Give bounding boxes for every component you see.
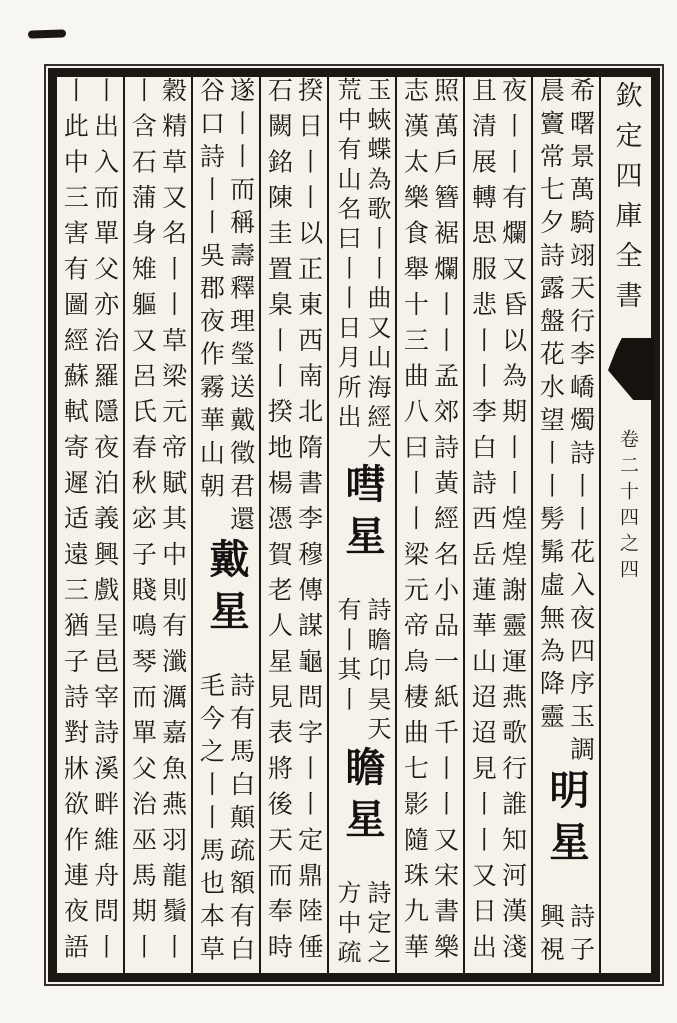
quote-subcolumn-left: 丨此中三害有圖經蘇軾寄遲适遠三猶子詩對牀欲作連夜語 [60,77,90,969]
quote-subcolumn-left: 毛今之丨丨馬也本草 [196,672,226,969]
text-column [463,77,531,973]
quote-pair [533,903,599,969]
quote-pair [329,597,395,746]
headword-text: 戴星 [203,538,250,643]
quote-pair [329,77,395,463]
quote-subcolumn-left: 石闕銘陳圭置臬丨丨揆地楊憑賀老人星見表將後天而奉時 [264,77,294,969]
quote-subcolumn-right: 詩定之 [363,879,391,969]
quote-subcolumn-left: 方中疏 [333,879,361,969]
headword-text: 嘒星 [339,463,386,568]
quote-subcolumn-right: 揆日丨丨以正東西南北隋書李穆傳謀龜問字丨丨定鼎陸倕 [294,77,324,969]
quote-subcolumn-right: 丨出入而單父亦治羅隱夜泊義興戲呈邑宰詩溪畔維舟問丨 [90,77,120,969]
quote-pair [125,77,191,969]
quote-pair [465,77,531,969]
quote-subcolumn-left: 晨竇常七夕詩露盤花水望丨丨髣髴虛無為降靈 [536,77,566,737]
text-column [531,77,599,973]
quote-subcolumn-right: 詩有馬白顛疏額有白 [226,672,256,969]
title-column [599,77,651,973]
quote-subcolumn-right: 照萬戶簪裾爛丨丨孟郊詩黃經名小品一紙千丨丨又宋書樂 [430,77,460,969]
quote-subcolumn-right: 夜丨丨有爛又昏以為期丨丨煌煌謝靈運燕歌行誰知河漢淺 [498,77,528,969]
quote-subcolumn-left: 荒中有山名曰丨丨日月所出 [333,77,361,434]
quote-subcolumn-right: 詩子 [566,903,596,969]
headword-text: 明星 [543,769,590,874]
entry-headword [329,463,395,597]
entry-headword [533,769,599,903]
quote-subcolumn-left: 有丨其丨 [333,597,361,717]
quote-pair [193,672,259,969]
quote-pair [533,77,599,769]
volume-label: 卷二十四之四 [617,429,639,585]
quote-pair [193,77,259,538]
text-column [123,77,191,973]
quote-pair [397,77,463,969]
quote-subcolumn-right: 詩瞻卬昊天 [363,597,391,746]
scan-smudge [28,29,66,38]
text-column [327,77,395,973]
quote-pair [57,77,123,969]
entry-headword [329,746,395,880]
quote-subcolumn-left: 且清展轉思服悲丨丨李白詩西岳蓮華山迢迢見丨丨又日出 [468,77,498,969]
text-column [191,77,259,973]
quote-subcolumn-right: 希曙景萬騎翊天行李嶠燭詩丨丨花入夜四序玉調 [566,77,596,770]
headword-text: 瞻星 [339,745,386,850]
text-column [259,77,327,973]
entry-headword [193,538,259,672]
text-column [395,77,463,973]
page-border-frame [44,64,664,986]
quote-subcolumn-right: 穀精草又名丨丨草梁元帝賦其中則有瀸濿嘉魚燕羽龍鬚丨 [158,77,188,969]
quote-subcolumn-left: 谷口詩丨丨吳郡夜作霧華山朝 [196,77,226,506]
quote-pair [261,77,327,969]
quote-subcolumn-left: 志漢太樂食舉十三曲八曰丨丨梁元帝烏棲曲七影隨珠九華 [400,77,430,969]
quote-subcolumn-left: 興視 [536,903,566,969]
book-title: 欽定四庫全書 [610,81,642,321]
text-grid [48,68,660,982]
quote-subcolumn-right: 玉蛺蝶為歌丨丨曲又山海經大 [363,77,391,464]
quote-subcolumn-right: 遂丨丨而稱壽釋理瑩送戴徵君還 [226,77,256,539]
quote-pair [329,880,395,969]
quote-subcolumn-left: 丨含石蒲身雉軀又呂氏春秋宓子賤鳴琴而單父治巫馬期丨 [128,77,158,969]
text-column [57,77,123,973]
